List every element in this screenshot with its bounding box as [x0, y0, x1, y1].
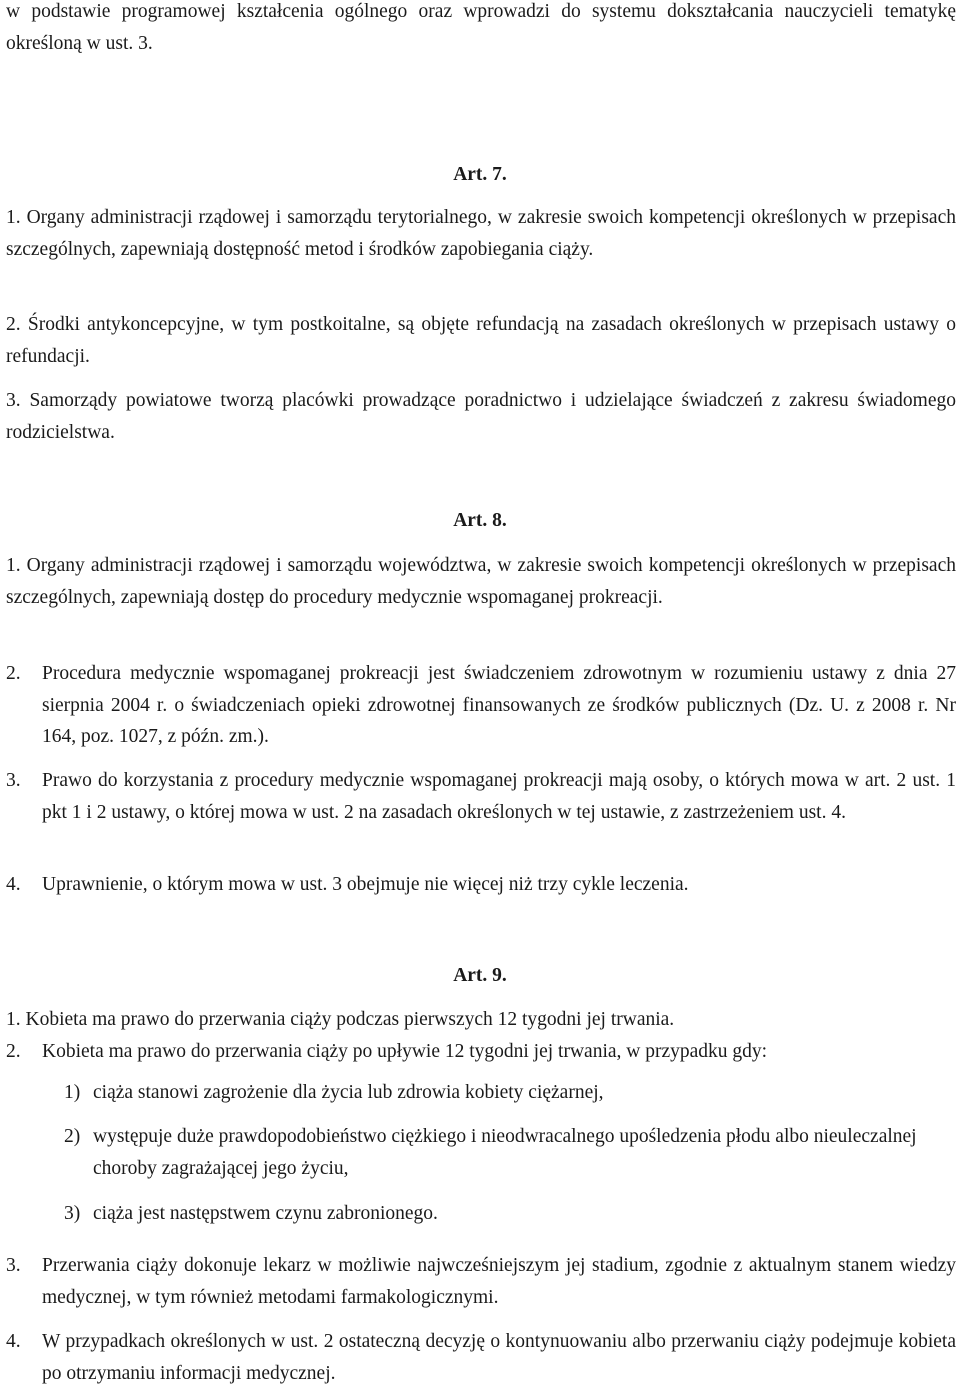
- article-8-paragraph-3: Prawo do korzystania z procedury medycznie wspomaganej prokreacji mają osoby, o których mowa w art. 2 ust. 1 pkt 1 i 2 ustawy, o której mowa w ust. 2 na zasadach określonych w tej ustawie, z zastrzeżeniem ust. 4.: [42, 770, 956, 823]
- article-9-paragraph-3: Przerwania ciąży dokonuje lekarz w możliwie najwcześniejszym jej stadium, zgodnie z aktualnym stanem wiedzy medycznej, w tym również metodami farmakologicznymi.: [42, 1255, 956, 1308]
- article-8-paragraph-2: Procedura medycznie wspomaganej prokreacji jest świadczeniem zdrowotnym w rozumieniu ustawy z dnia 27 sierpnia 2004 r. o świadczeniach opieki zdrowotnej finansowanych ze środków publicznych (Dz. U. z 2008 r. Nr 164, poz. 1027, z późn. zm.).: [42, 663, 956, 747]
- article-9-item-3-number: 3): [64, 1203, 81, 1224]
- article-9-paragraph-4: W przypadkach określonych w ust. 2 ostateczną decyzję o kontynuowaniu albo przerwaniu ciąży podejmuje kobieta po otrzymaniu informacji medycznej.: [42, 1331, 956, 1384]
- article-9-item-2-number: 2): [64, 1126, 81, 1147]
- article-7-heading: Art. 7.: [453, 164, 507, 185]
- article-8-paragraph-2-number: 2.: [6, 663, 21, 684]
- article-7-paragraph-2: 2. Środki antykoncepcyjne, w tym postkoitalne, są objęte refundacją na zasadach określonych w przepisach ustawy o refundacji.: [6, 314, 956, 367]
- article-7-paragraph-3: 3. Samorządy powiatowe tworzą placówki prowadzące poradnictwo i udzielające świadczeń z zakresu świadomego rodzicielstwa.: [6, 390, 956, 443]
- article-8-paragraph-3-number: 3.: [6, 770, 21, 791]
- article-9-paragraph-2-number: 2.: [6, 1041, 21, 1062]
- article-9-item-1-number: 1): [64, 1082, 81, 1103]
- article-9-paragraph-2: Kobieta ma prawo do przerwania ciąży po upływie 12 tygodni jej trwania, w przypadku gdy:: [42, 1041, 768, 1062]
- article-8-paragraph-1: 1. Organy administracji rządowej i samorządu województwa, w zakresie swoich kompetencji określonych w przepisach szczególnych, zapewniają dostęp do procedury medycznie wspomaganej prokreacji.: [6, 555, 956, 608]
- article-9-item-1: ciąża stanowi zagrożenie dla życia lub zdrowia kobiety ciężarnej,: [93, 1082, 604, 1103]
- article-8-paragraph-4-number: 4.: [6, 874, 21, 895]
- article-9-item-2: występuje duże prawdopodobieństwo ciężkiego i nieodwracalnego upośledzenia płodu albo nieuleczalnej choroby zagrażającej jego życiu,: [93, 1126, 917, 1179]
- article-9-item-3: ciąża jest następstwem czynu zabronionego.: [93, 1203, 438, 1224]
- article-8-heading: Art. 8.: [453, 510, 507, 531]
- article-9-heading: Art. 9.: [453, 965, 507, 986]
- article-7-paragraph-1: 1. Organy administracji rządowej i samorządu terytorialnego, w zakresie swoich kompetencji określonych w przepisach szczególnych, zapewniają dostępność metod i środków zapobiegania ciąży.: [6, 207, 956, 260]
- article-9-paragraph-4-number: 4.: [6, 1331, 21, 1352]
- article-9-paragraph-3-number: 3.: [6, 1255, 21, 1276]
- article-8-paragraph-4: Uprawnienie, o którym mowa w ust. 3 obejmuje nie więcej niż trzy cykle leczenia.: [42, 874, 689, 895]
- intro-paragraph: w podstawie programowej kształcenia ogólnego oraz wprowadzi do systemu dokształcania nauczycieli tematykę określoną w ust. 3.: [6, 1, 956, 54]
- article-9-paragraph-1: 1. Kobieta ma prawo do przerwania ciąży podczas pierwszych 12 tygodni jej trwania.: [6, 1009, 675, 1030]
